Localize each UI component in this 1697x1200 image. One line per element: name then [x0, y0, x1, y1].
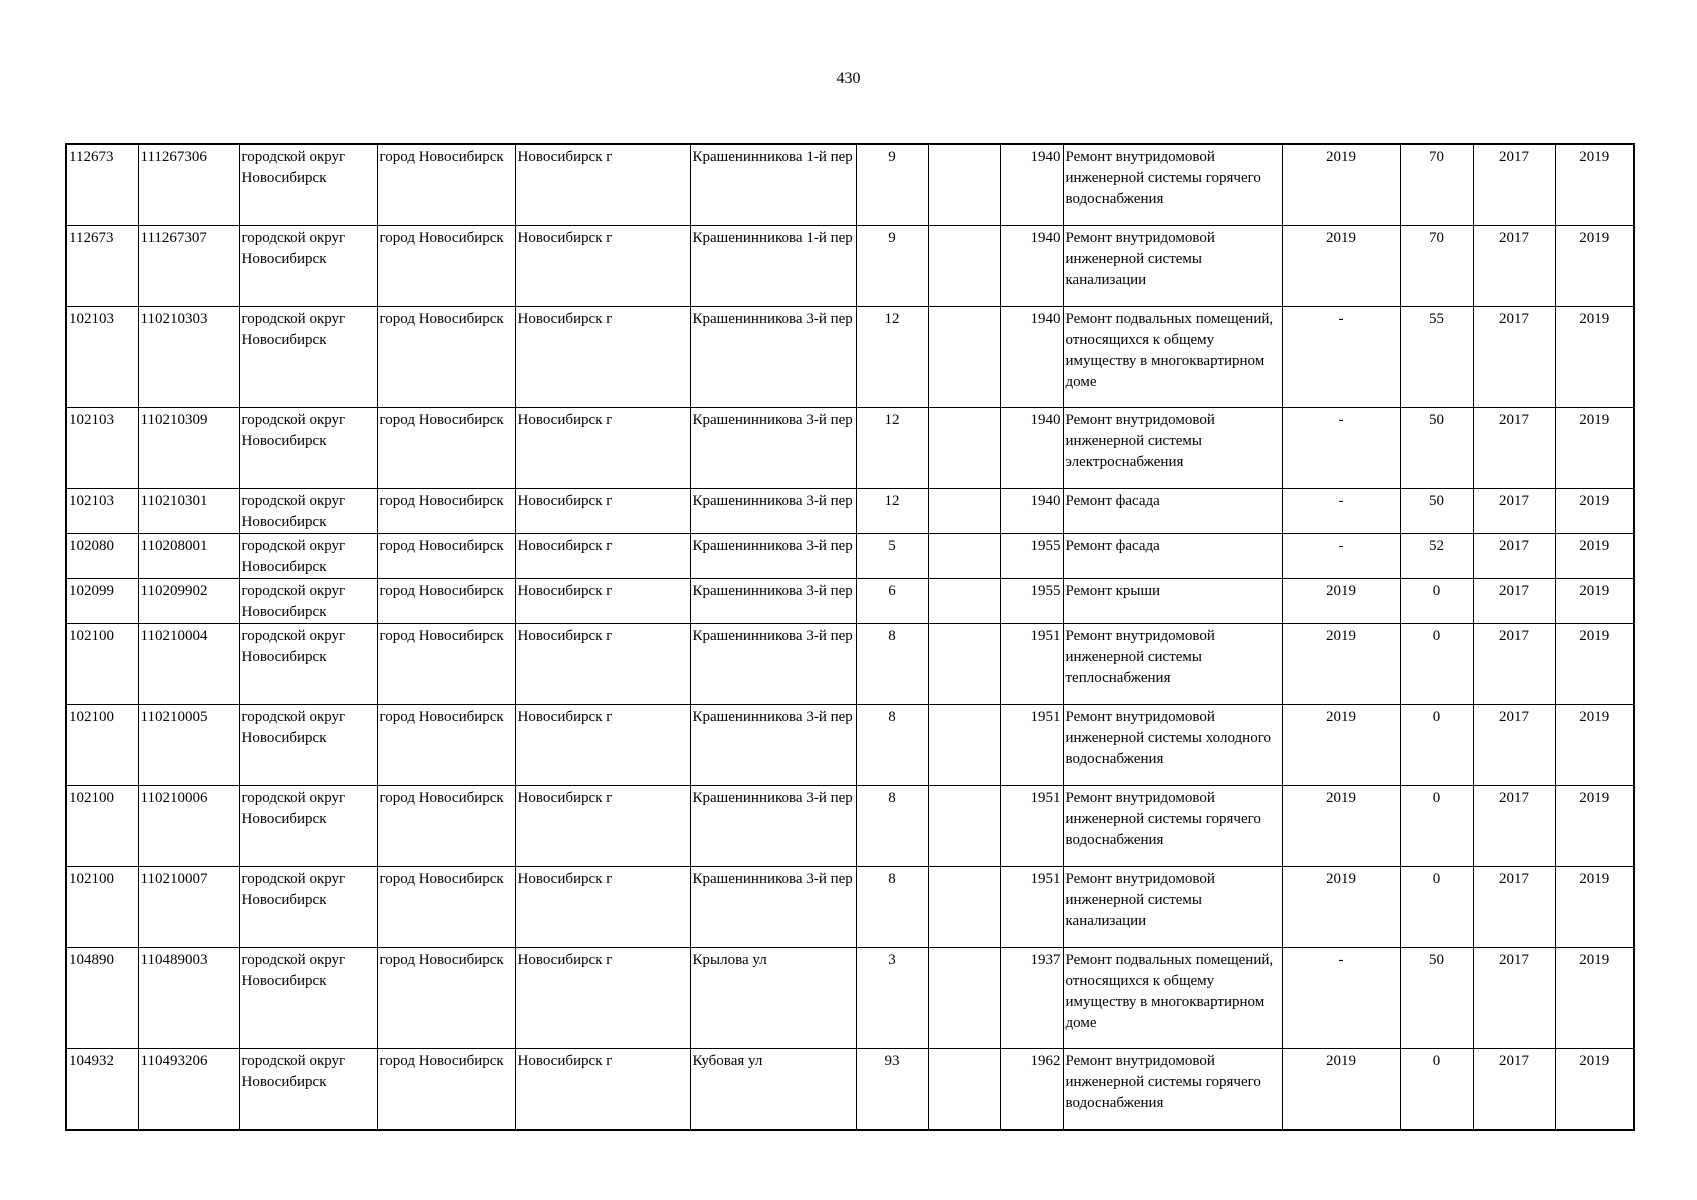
- wear-percent-cell: 52: [1400, 534, 1473, 579]
- construction-year-cell: 1955: [1000, 579, 1063, 624]
- house-number-cell: 12: [856, 307, 928, 408]
- wear-percent-cell: 70: [1400, 226, 1473, 307]
- settlement-cell: город Новосибирск: [377, 1049, 515, 1131]
- period-end-cell: 2019: [1555, 226, 1634, 307]
- settlement-cell: город Новосибирск: [377, 144, 515, 226]
- wear-percent-cell: 50: [1400, 948, 1473, 1049]
- settlement-cell: город Новосибирск: [377, 489, 515, 534]
- period-end-cell: 2019: [1555, 489, 1634, 534]
- period-end-cell: 2019: [1555, 307, 1634, 408]
- building-cell: [928, 867, 1000, 948]
- building-cell: [928, 705, 1000, 786]
- locality-cell: Новосибирск г: [515, 534, 690, 579]
- period-end-cell: 2019: [1555, 579, 1634, 624]
- work-type-cell: Ремонт подвальных помещений, относящихся к общему имуществу в многоквартирном доме: [1063, 948, 1282, 1049]
- settlement-cell: город Новосибирск: [377, 867, 515, 948]
- house-code-cell: 102103: [66, 307, 138, 408]
- wear-percent-cell: 0: [1400, 786, 1473, 867]
- last-repair-year-cell: 2019: [1282, 705, 1400, 786]
- settlement-cell: город Новосибирск: [377, 226, 515, 307]
- building-cell: [928, 948, 1000, 1049]
- work-code-cell: 110209902: [138, 579, 239, 624]
- construction-year-cell: 1951: [1000, 705, 1063, 786]
- repair-register-table: [65, 143, 1635, 1131]
- municipality-cell: городской округ Новосибирск: [239, 408, 377, 489]
- house-number-cell: 12: [856, 408, 928, 489]
- house-number-cell: 6: [856, 579, 928, 624]
- work-code-cell: 110210301: [138, 489, 239, 534]
- work-code-cell: 110210004: [138, 624, 239, 705]
- house-number-cell: 8: [856, 624, 928, 705]
- period-start-cell: 2017: [1473, 307, 1555, 408]
- wear-percent-cell: 70: [1400, 144, 1473, 226]
- street-cell: Крашенинникова 3-й пер: [690, 786, 856, 867]
- last-repair-year-cell: 2019: [1282, 144, 1400, 226]
- house-code-cell: 102080: [66, 534, 138, 579]
- house-number-cell: 12: [856, 489, 928, 534]
- construction-year-cell: 1940: [1000, 408, 1063, 489]
- settlement-cell: город Новосибирск: [377, 948, 515, 1049]
- street-cell: Крашенинникова 3-й пер: [690, 624, 856, 705]
- building-cell: [928, 534, 1000, 579]
- building-cell: [928, 408, 1000, 489]
- building-cell: [928, 307, 1000, 408]
- period-start-cell: 2017: [1473, 489, 1555, 534]
- settlement-cell: город Новосибирск: [377, 705, 515, 786]
- table-row: [66, 226, 1634, 307]
- house-number-cell: 5: [856, 534, 928, 579]
- table-row: [66, 1049, 1634, 1131]
- house-number-cell: 8: [856, 786, 928, 867]
- building-cell: [928, 144, 1000, 226]
- building-cell: [928, 489, 1000, 534]
- work-code-cell: 110493206: [138, 1049, 239, 1131]
- construction-year-cell: 1940: [1000, 144, 1063, 226]
- house-number-cell: 9: [856, 144, 928, 226]
- building-cell: [928, 226, 1000, 307]
- period-start-cell: 2017: [1473, 867, 1555, 948]
- house-number-cell: 8: [856, 705, 928, 786]
- work-type-cell: Ремонт внутридомовой инженерной системы горячего водоснабжения: [1063, 1049, 1282, 1131]
- municipality-cell: городской округ Новосибирск: [239, 948, 377, 1049]
- wear-percent-cell: 0: [1400, 1049, 1473, 1131]
- period-end-cell: 2019: [1555, 1049, 1634, 1131]
- last-repair-year-cell: 2019: [1282, 867, 1400, 948]
- locality-cell: Новосибирск г: [515, 226, 690, 307]
- street-cell: Крашенинникова 3-й пер: [690, 579, 856, 624]
- period-start-cell: 2017: [1473, 579, 1555, 624]
- work-type-cell: Ремонт крыши: [1063, 579, 1282, 624]
- municipality-cell: городской округ Новосибирск: [239, 534, 377, 579]
- house-code-cell: 112673: [66, 226, 138, 307]
- locality-cell: Новосибирск г: [515, 948, 690, 1049]
- work-type-cell: Ремонт фасада: [1063, 489, 1282, 534]
- last-repair-year-cell: 2019: [1282, 579, 1400, 624]
- construction-year-cell: 1955: [1000, 534, 1063, 579]
- building-cell: [928, 1049, 1000, 1131]
- street-cell: Крашенинникова 1-й пер: [690, 144, 856, 226]
- work-type-cell: Ремонт внутридомовой инженерной системы электроснабжения: [1063, 408, 1282, 489]
- page-number: 430: [836, 70, 861, 87]
- house-code-cell: 102099: [66, 579, 138, 624]
- work-type-cell: Ремонт внутридомовой инженерной системы холодного водоснабжения: [1063, 705, 1282, 786]
- settlement-cell: город Новосибирск: [377, 408, 515, 489]
- work-code-cell: 110210007: [138, 867, 239, 948]
- house-number-cell: 93: [856, 1049, 928, 1131]
- municipality-cell: городской округ Новосибирск: [239, 1049, 377, 1131]
- building-cell: [928, 579, 1000, 624]
- municipality-cell: городской округ Новосибирск: [239, 307, 377, 408]
- work-type-cell: Ремонт внутридомовой инженерной системы теплоснабжения: [1063, 624, 1282, 705]
- last-repair-year-cell: 2019: [1282, 1049, 1400, 1131]
- locality-cell: Новосибирск г: [515, 1049, 690, 1131]
- street-cell: Крашенинникова 3-й пер: [690, 408, 856, 489]
- period-end-cell: 2019: [1555, 534, 1634, 579]
- wear-percent-cell: 0: [1400, 705, 1473, 786]
- period-start-cell: 2017: [1473, 534, 1555, 579]
- municipality-cell: городской округ Новосибирск: [239, 489, 377, 534]
- street-cell: Кубовая ул: [690, 1049, 856, 1131]
- period-end-cell: 2019: [1555, 867, 1634, 948]
- locality-cell: Новосибирск г: [515, 786, 690, 867]
- table-row: [66, 948, 1634, 1049]
- work-code-cell: 110210005: [138, 705, 239, 786]
- locality-cell: Новосибирск г: [515, 705, 690, 786]
- period-end-cell: 2019: [1555, 705, 1634, 786]
- period-start-cell: 2017: [1473, 624, 1555, 705]
- table-row: [66, 867, 1634, 948]
- settlement-cell: город Новосибирск: [377, 624, 515, 705]
- table-row: [66, 489, 1634, 534]
- construction-year-cell: 1937: [1000, 948, 1063, 1049]
- house-code-cell: 102103: [66, 408, 138, 489]
- locality-cell: Новосибирск г: [515, 408, 690, 489]
- last-repair-year-cell: -: [1282, 489, 1400, 534]
- work-code-cell: 110210006: [138, 786, 239, 867]
- construction-year-cell: 1951: [1000, 786, 1063, 867]
- house-number-cell: 9: [856, 226, 928, 307]
- locality-cell: Новосибирск г: [515, 624, 690, 705]
- period-start-cell: 2017: [1473, 226, 1555, 307]
- house-code-cell: 104890: [66, 948, 138, 1049]
- table-row: [66, 624, 1634, 705]
- house-code-cell: 102100: [66, 705, 138, 786]
- wear-percent-cell: 0: [1400, 624, 1473, 705]
- last-repair-year-cell: -: [1282, 534, 1400, 579]
- last-repair-year-cell: 2019: [1282, 786, 1400, 867]
- last-repair-year-cell: -: [1282, 307, 1400, 408]
- period-start-cell: 2017: [1473, 948, 1555, 1049]
- period-end-cell: 2019: [1555, 408, 1634, 489]
- locality-cell: Новосибирск г: [515, 144, 690, 226]
- work-code-cell: 110489003: [138, 948, 239, 1049]
- period-end-cell: 2019: [1555, 624, 1634, 705]
- wear-percent-cell: 55: [1400, 307, 1473, 408]
- wear-percent-cell: 0: [1400, 579, 1473, 624]
- period-start-cell: 2017: [1473, 786, 1555, 867]
- construction-year-cell: 1940: [1000, 307, 1063, 408]
- street-cell: Крашенинникова 3-й пер: [690, 867, 856, 948]
- table-row: [66, 786, 1634, 867]
- wear-percent-cell: 50: [1400, 408, 1473, 489]
- street-cell: Крашенинникова 3-й пер: [690, 489, 856, 534]
- last-repair-year-cell: -: [1282, 408, 1400, 489]
- municipality-cell: городской округ Новосибирск: [239, 226, 377, 307]
- locality-cell: Новосибирск г: [515, 867, 690, 948]
- house-code-cell: 102103: [66, 489, 138, 534]
- wear-percent-cell: 0: [1400, 867, 1473, 948]
- work-type-cell: Ремонт внутридомовой инженерной системы горячего водоснабжения: [1063, 786, 1282, 867]
- construction-year-cell: 1951: [1000, 867, 1063, 948]
- work-type-cell: Ремонт подвальных помещений, относящихся к общему имуществу в многоквартирном доме: [1063, 307, 1282, 408]
- period-start-cell: 2017: [1473, 144, 1555, 226]
- period-start-cell: 2017: [1473, 408, 1555, 489]
- settlement-cell: город Новосибирск: [377, 579, 515, 624]
- work-code-cell: 110210303: [138, 307, 239, 408]
- work-type-cell: Ремонт внутридомовой инженерной системы канализации: [1063, 226, 1282, 307]
- house-code-cell: 102100: [66, 786, 138, 867]
- locality-cell: Новосибирск г: [515, 307, 690, 408]
- table-row: [66, 705, 1634, 786]
- house-number-cell: 8: [856, 867, 928, 948]
- work-code-cell: 111267306: [138, 144, 239, 226]
- table-row: [66, 408, 1634, 489]
- period-end-cell: 2019: [1555, 786, 1634, 867]
- street-cell: Крашенинникова 1-й пер: [690, 226, 856, 307]
- last-repair-year-cell: 2019: [1282, 226, 1400, 307]
- period-start-cell: 2017: [1473, 705, 1555, 786]
- construction-year-cell: 1962: [1000, 1049, 1063, 1131]
- house-code-cell: 112673: [66, 144, 138, 226]
- street-cell: Крашенинникова 3-й пер: [690, 534, 856, 579]
- house-code-cell: 102100: [66, 624, 138, 705]
- locality-cell: Новосибирск г: [515, 579, 690, 624]
- settlement-cell: город Новосибирск: [377, 786, 515, 867]
- work-type-cell: Ремонт внутридомовой инженерной системы горячего водоснабжения: [1063, 144, 1282, 226]
- municipality-cell: городской округ Новосибирск: [239, 705, 377, 786]
- work-code-cell: 110210309: [138, 408, 239, 489]
- street-cell: Крашенинникова 3-й пер: [690, 307, 856, 408]
- table-row: [66, 307, 1634, 408]
- locality-cell: Новосибирск г: [515, 489, 690, 534]
- table-row: [66, 579, 1634, 624]
- last-repair-year-cell: -: [1282, 948, 1400, 1049]
- work-code-cell: 110208001: [138, 534, 239, 579]
- building-cell: [928, 786, 1000, 867]
- wear-percent-cell: 50: [1400, 489, 1473, 534]
- settlement-cell: город Новосибирск: [377, 534, 515, 579]
- street-cell: Крашенинникова 3-й пер: [690, 705, 856, 786]
- construction-year-cell: 1940: [1000, 489, 1063, 534]
- table-body: [66, 144, 1634, 1130]
- period-end-cell: 2019: [1555, 144, 1634, 226]
- settlement-cell: город Новосибирск: [377, 307, 515, 408]
- table-row: [66, 144, 1634, 226]
- municipality-cell: городской округ Новосибирск: [239, 786, 377, 867]
- building-cell: [928, 624, 1000, 705]
- municipality-cell: городской округ Новосибирск: [239, 867, 377, 948]
- municipality-cell: городской округ Новосибирск: [239, 579, 377, 624]
- work-type-cell: Ремонт фасада: [1063, 534, 1282, 579]
- house-code-cell: 102100: [66, 867, 138, 948]
- house-number-cell: 3: [856, 948, 928, 1049]
- construction-year-cell: 1940: [1000, 226, 1063, 307]
- house-code-cell: 104932: [66, 1049, 138, 1131]
- work-type-cell: Ремонт внутридомовой инженерной системы канализации: [1063, 867, 1282, 948]
- last-repair-year-cell: 2019: [1282, 624, 1400, 705]
- construction-year-cell: 1951: [1000, 624, 1063, 705]
- municipality-cell: городской округ Новосибирск: [239, 624, 377, 705]
- period-end-cell: 2019: [1555, 948, 1634, 1049]
- municipality-cell: городской округ Новосибирск: [239, 144, 377, 226]
- work-code-cell: 111267307: [138, 226, 239, 307]
- period-start-cell: 2017: [1473, 1049, 1555, 1131]
- table-row: [66, 534, 1634, 579]
- street-cell: Крылова ул: [690, 948, 856, 1049]
